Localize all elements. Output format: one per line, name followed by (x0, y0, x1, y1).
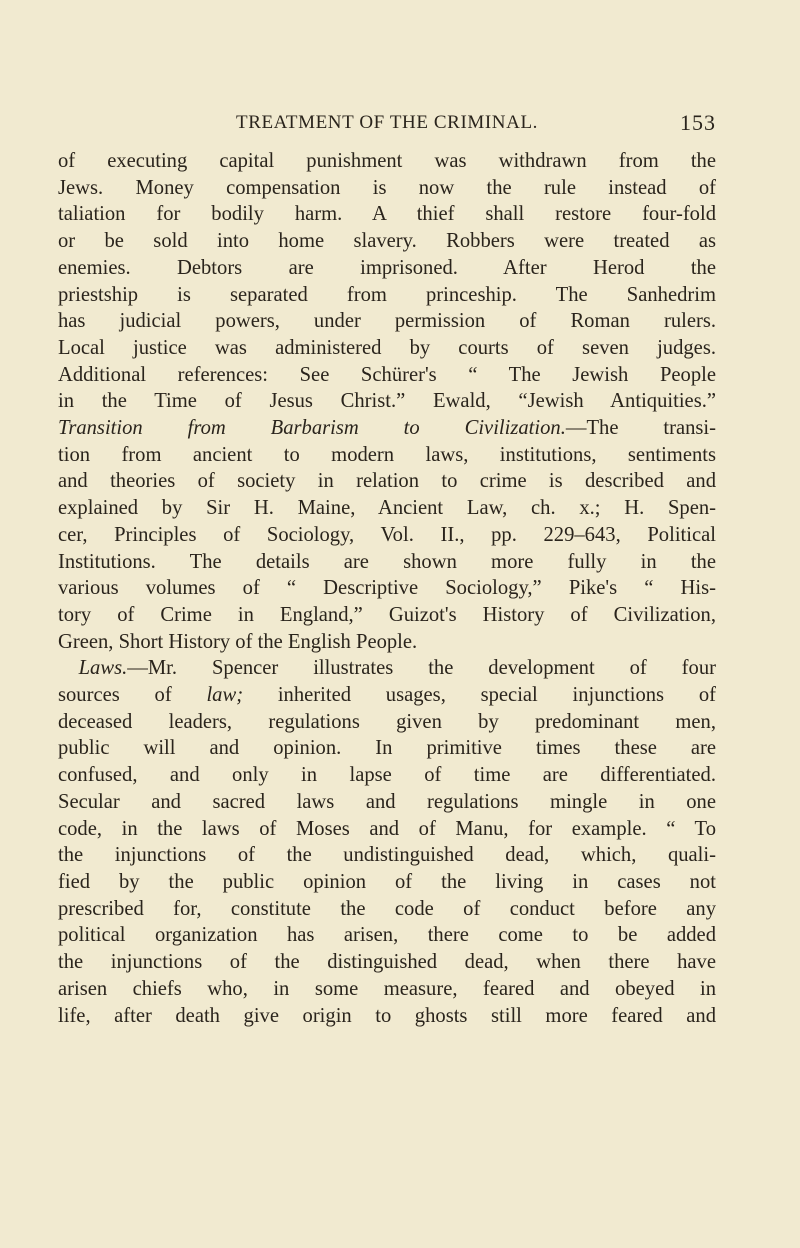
page-number: 153 (680, 110, 716, 135)
text-line: has judicial powers, under permission of Roman rulers. (58, 310, 716, 333)
text-line: Additional references: See Schürer's “ The Jewish People (58, 363, 716, 386)
text-line: fied by the public opinion of the living in cases not (58, 870, 716, 893)
text-line: political organization has arisen, there come to be added (58, 924, 716, 947)
text-line: tion from ancient to modern laws, institutions, sentiments (58, 443, 716, 466)
text-line: code, in the laws of Moses and of Manu, for example. “ To (58, 817, 716, 840)
text-line: taliation for bodily harm. A thief shall restore four-fold (58, 203, 716, 226)
text-line: tory of Crime in England,” Guizot's History of Civilization, (58, 603, 716, 626)
section-heading-rest: —The transi- (565, 417, 716, 440)
text-line: and theories of society in relation to crime is described and (58, 470, 716, 493)
text-fragment: sources of (58, 684, 172, 707)
text-line: explained by Sir H. Maine, Ancient Law, ch. x.; H. Spen- (58, 497, 716, 520)
text-line: or be sold into home slavery. Robbers were treated as (58, 230, 716, 253)
section-heading-line (58, 655, 716, 682)
section-heading-transition: Transition from Barbarism to Civilization. (58, 417, 566, 440)
text-line: Jews. Money compensation is now the rule instead of (58, 176, 716, 199)
running-title: TREATMENT OF THE CRIMINAL. (235, 112, 538, 133)
text-line: in the Time of Jesus Christ.” Ewald, “Jewish Antiquities.” (58, 390, 716, 413)
text-line: confused, and only in lapse of time are differentiated. (58, 764, 716, 787)
text-line-law (58, 682, 716, 709)
section-heading-laws: Laws. (78, 657, 128, 680)
text-line: Secular and sacred laws and regulations mingle in one (58, 790, 716, 813)
text-line: the injunctions of the undistinguished dead, which, quali- (58, 844, 716, 867)
law-word: law; (206, 684, 244, 707)
body-text (58, 148, 716, 1029)
text-line: the injunctions of the distinguished dead, when there have (58, 951, 716, 974)
section-heading-line (58, 415, 716, 442)
text-line: public will and opinion. In primitive times these are (58, 737, 716, 760)
text-line: arisen chiefs who, in some measure, feared and obeyed in (58, 977, 716, 1000)
text-fragment: inherited usages, special injunctions of (243, 684, 716, 707)
text-line: deceased leaders, regulations given by predominant men, (58, 710, 716, 733)
text-line: life, after death give origin to ghosts still more feared and (58, 1004, 716, 1027)
text-line: Local justice was administered by courts of seven judges. (58, 336, 716, 359)
text-line: Institutions. The details are shown more fully in the (58, 550, 716, 573)
text-line: of executing capital punishment was withdrawn from the (58, 150, 716, 172)
text-line: Green, Short History of the English People. (58, 630, 418, 653)
text-line: prescribed for, constitute the code of conduct before any (58, 897, 716, 920)
text-line: priestship is separated from princeship. The Sanhedrim (58, 283, 716, 306)
text-line: enemies. Debtors are imprisoned. After Herod the (58, 256, 716, 279)
text-line: cer, Principles of Sociology, Vol. II., pp. 229–643, Political (58, 523, 716, 546)
page-header (58, 112, 716, 148)
book-page (58, 112, 716, 1029)
text-line: various volumes of “ Descriptive Sociology,” Pike's “ His- (58, 577, 716, 600)
section-heading-rest: —Mr. Spencer illustrates the development of four (127, 657, 716, 680)
